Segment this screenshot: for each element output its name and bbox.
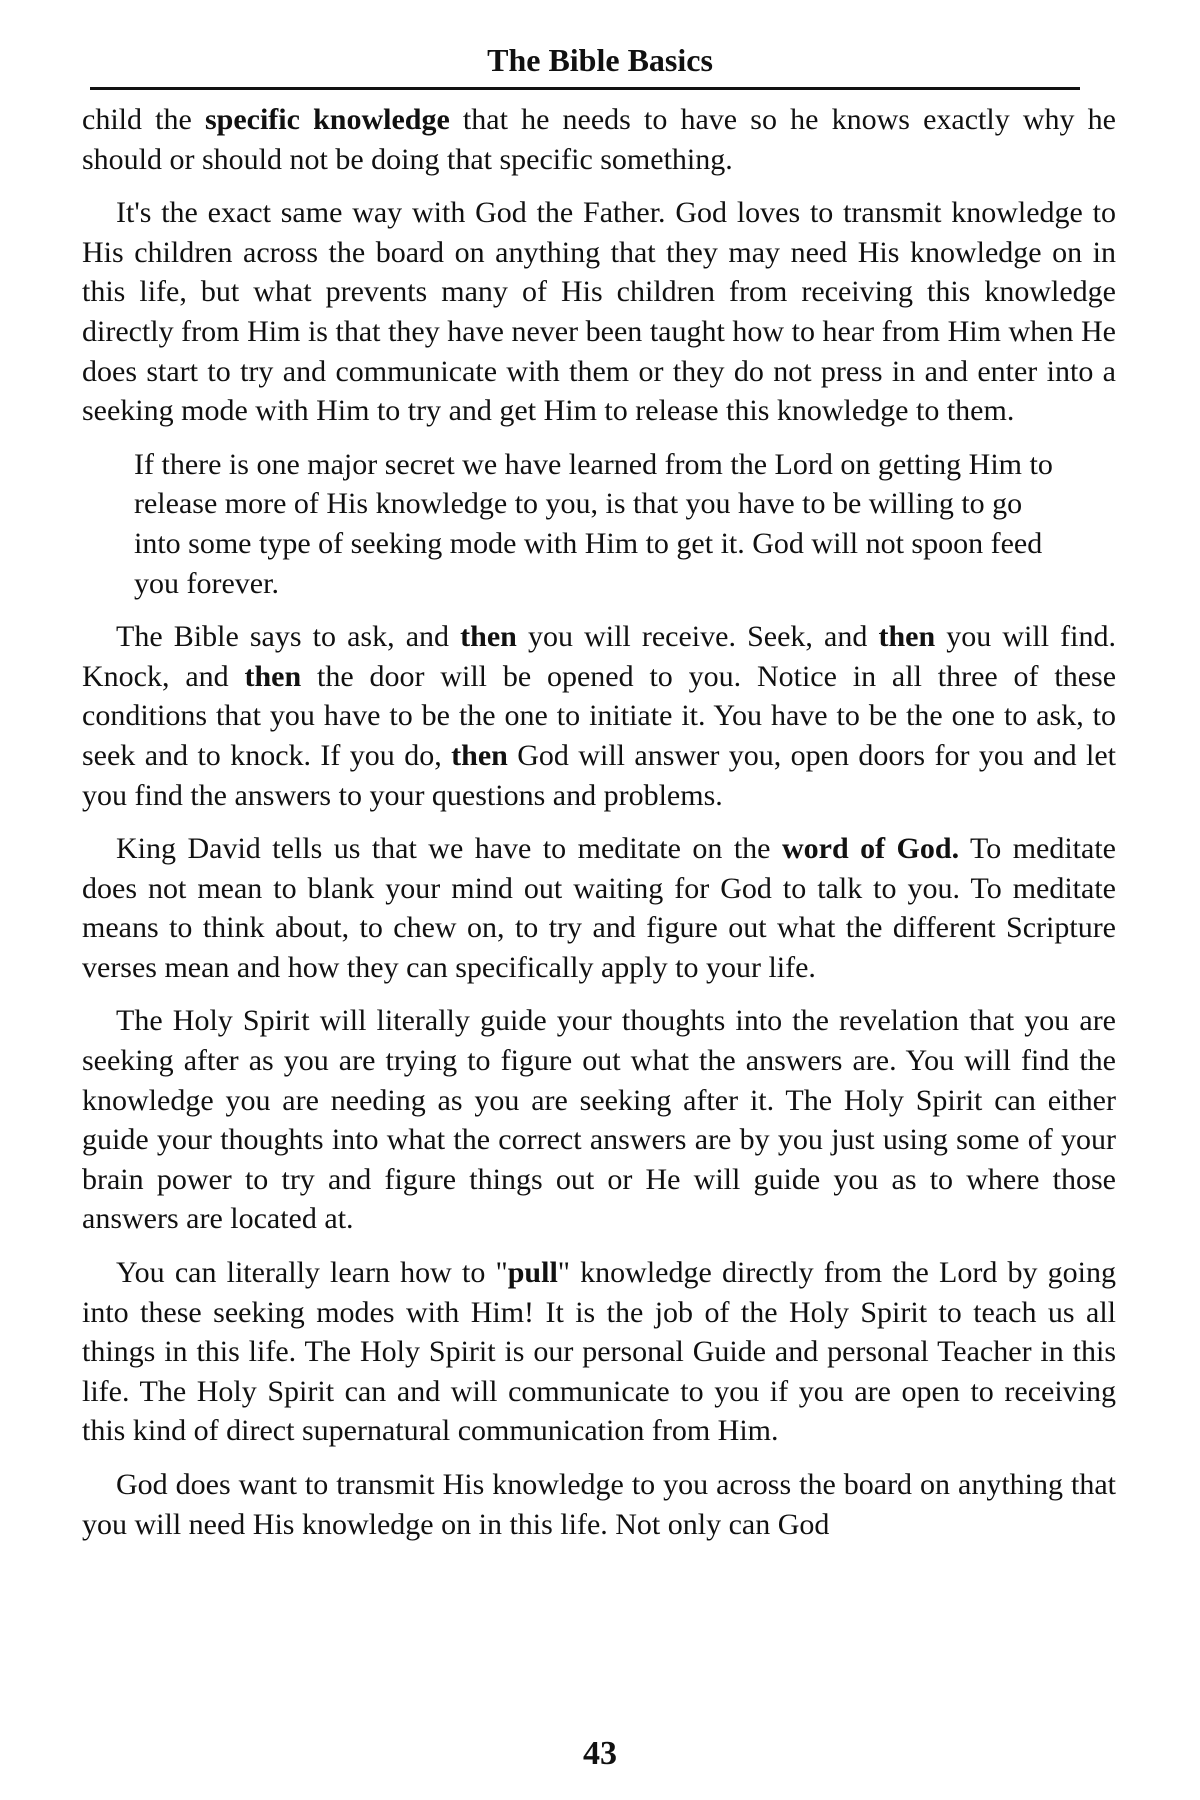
emphasis-word-of-god: word of God. bbox=[781, 832, 960, 866]
running-header-title: The Bible Basics bbox=[487, 42, 713, 78]
emphasis-pull: pull bbox=[507, 1256, 558, 1290]
paragraph-1-text-a: child the bbox=[82, 103, 205, 136]
paragraph-4-text-e: God will answer you, open doors for you and let you find the answers to your questions and problems. bbox=[82, 738, 1116, 812]
paragraph-5-text-a: King David tells us that we have to meditate on the bbox=[116, 832, 782, 866]
header-divider bbox=[90, 87, 1080, 90]
paragraph-7-text-a: You can literally learn how to " bbox=[116, 1256, 508, 1290]
emphasis-then-3: then bbox=[244, 659, 302, 693]
page-body bbox=[82, 100, 1116, 1558]
paragraph-2: It's the exact same way with God the Father. God loves to transmit knowledge to His children across the board on anything that they may need His knowledge on in this life, but what prevents many of His children from receiving this knowledge directly from Him is that they have never been taught how to hear from Him when He does start to try and communicate with them or they do not press in and enter into a seeking mode with Him to try and get Him to release this knowledge to them. bbox=[82, 196, 1116, 428]
paragraph-4-text-b: you will receive. Seek, and bbox=[516, 620, 879, 654]
paragraph-4 bbox=[82, 617, 1116, 815]
emphasis-then-1: then bbox=[460, 620, 517, 654]
paragraph-4-text-a: The Bible says to ask, and bbox=[116, 620, 461, 654]
paragraph-5 bbox=[82, 829, 1116, 987]
paragraph-6: The Holy Spirit will literally guide your thoughts into the revelation that you are seeking after as you are trying to figure out what the answers are. You will find the knowledge you are needing as you are seeking after it. The Holy Spirit can either guide your thoughts into what the correct answers are by you just using some of your brain power to try and figure things out or He will guide you as to where those answers are located at. bbox=[82, 1004, 1116, 1236]
paragraph-4-text-c: you will find. Knock, and bbox=[82, 620, 1116, 693]
indented-quote-paragraph: If there is one major secret we have learned from the Lord on getting Him to release more of His knowledge to you, is that you have to be willing to go into some type of seeking mode with Him to get it. God will not spoon feed you forever. bbox=[134, 447, 1053, 600]
page-number: 43 bbox=[583, 1735, 617, 1772]
emphasis-specific-knowledge: specific knowledge bbox=[204, 103, 450, 136]
emphasis-then-2: then bbox=[878, 620, 936, 654]
paragraph-8: God does want to transmit His knowledge to you across the board on anything that you will need His knowledge on in this life. Not only can God bbox=[82, 1468, 1116, 1541]
paragraph-1 bbox=[82, 100, 1116, 179]
paragraph-5-text-b: To meditate does not mean to blank your mind out waiting for God to talk to you. To meditate means to think about, to chew on, to try and figure out what the different Scripture verses mean and how they can specifically apply to your life. bbox=[82, 832, 1116, 984]
emphasis-then-4: then bbox=[451, 738, 508, 772]
paragraph-7-text-b: " knowledge directly from the Lord by going into these seeking modes with Him! It is the job of the Holy Spirit to teach us all things in this life. The Holy Spirit is our personal Guide and personal Teacher in this life. The Holy Spirit can and will communicate to you if you are open to receiving this kind of direct supernatural communication from Him. bbox=[82, 1256, 1116, 1448]
paragraph-4-text-d: the door will be opened to you. Notice in all three of these conditions that you have to be the one to initiate it. You have to be the one to ask, to seek and to knock. If you do, bbox=[82, 659, 1117, 772]
paragraph-1-text-b: that he needs to have so he knows exactly why he should or should not be doing that specific something. bbox=[82, 103, 1116, 176]
paragraph-7 bbox=[82, 1253, 1116, 1451]
